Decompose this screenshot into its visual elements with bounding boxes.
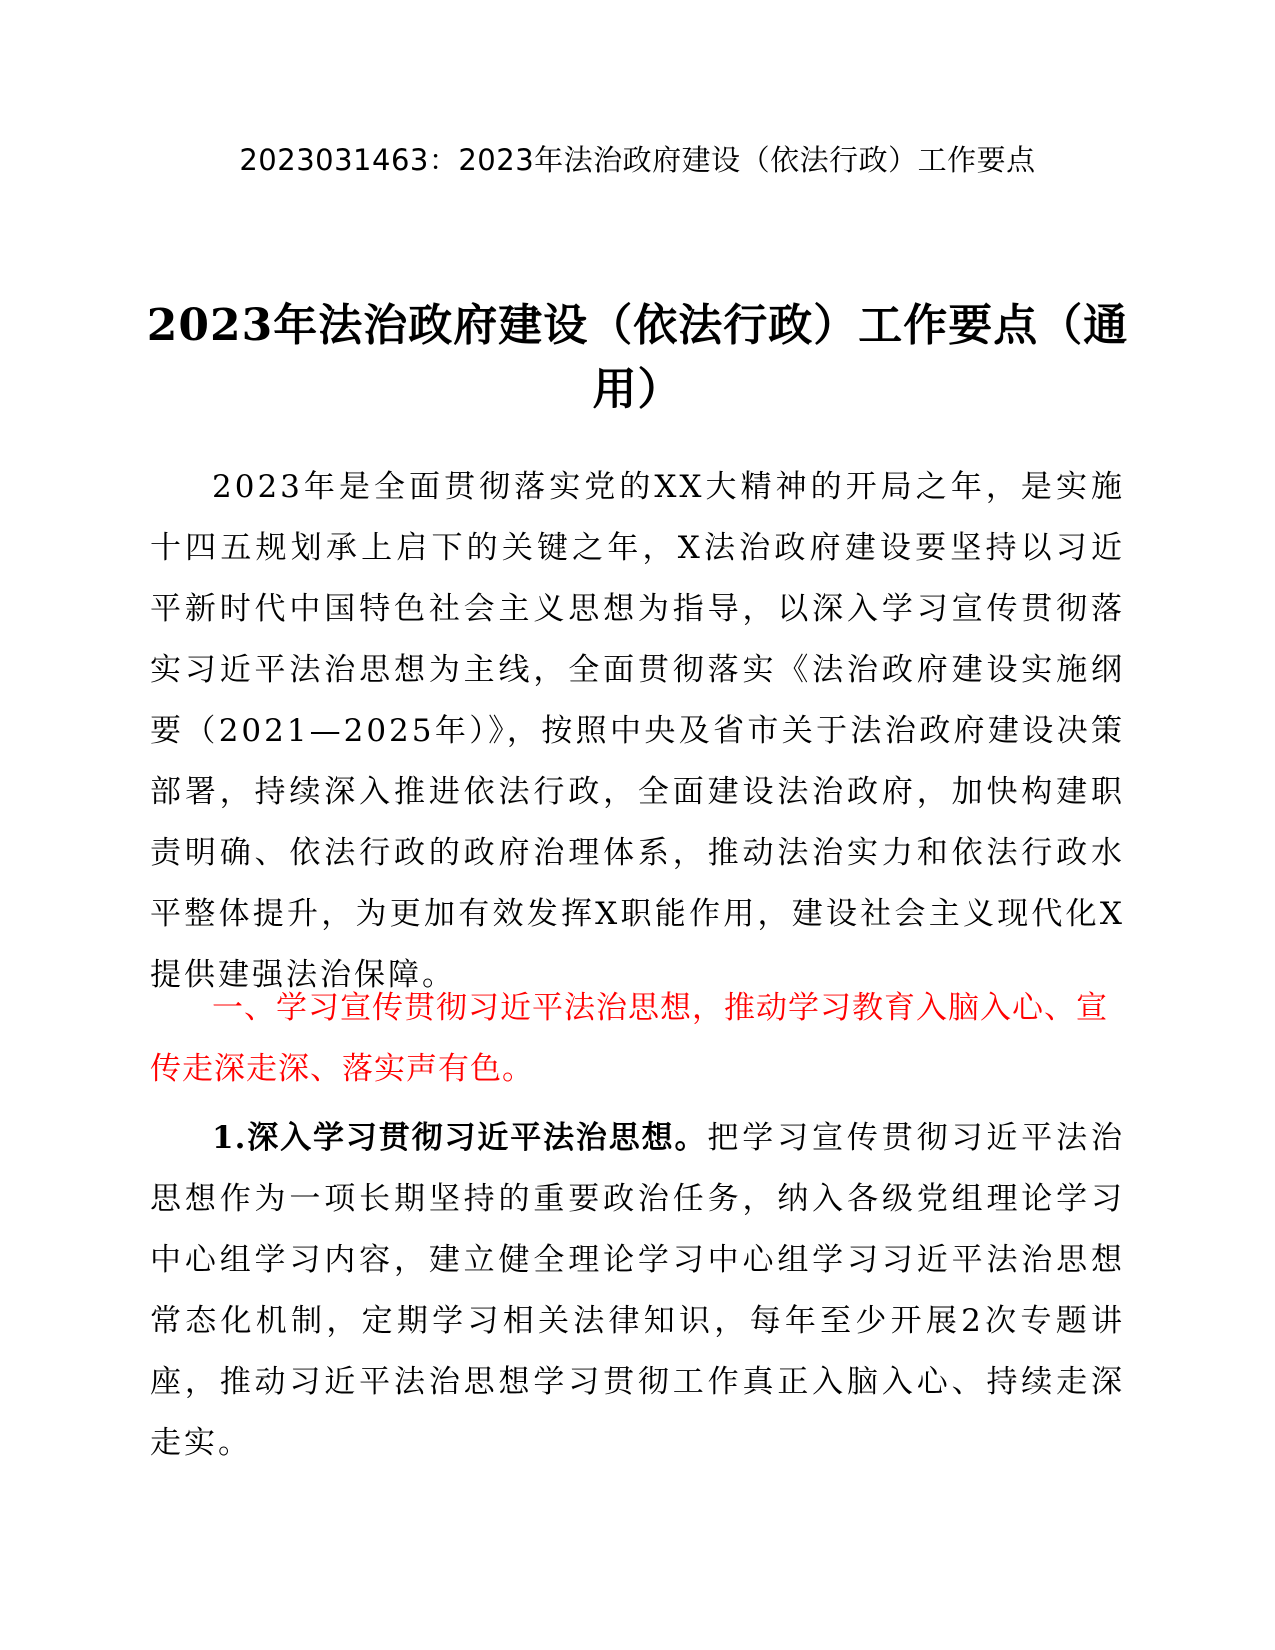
point-1-text: 把学习宣传贯彻习近平法治思想作为一项长期坚持的重要政治任务，纳入各级党组理论学习中心组学习内容，建立健全理论学习中心组学习习近平法治思想常态化机制，定期学习相关法律知识，每年至少开展2次专题讲座，推动习近平法治思想学习贯彻工作真正入脑入心、持续走深走实。	[150, 1120, 1125, 1461]
document-title: 2023年法治政府建设（依法行政）工作要点（通用）	[146, 300, 1129, 415]
point-1-lead: 1.深入学习贯彻习近平法治思想。	[212, 1120, 708, 1156]
intro-paragraph: 2023年是全面贯彻落实党的XX大精神的开局之年，是实施十四五规划承上启下的关键之年，X法治政府建设要坚持以习近平新时代中国特色社会主义思想为指导，以深入学习宣传贯彻落实习近平法治思想为主线，全面贯彻落实《法治政府建设实施纲要（2021—2025年）》，按照中央及省市关于法治政府建设决策部署，持续深入推进依法行政，全面建设法治政府，加快构建职责明确、依法行政的政府治理体系，推动法治实力和依法行政水平整体提升，为更加有效发挥X职能作用，建设社会主义现代化X提供建强法治保障。	[150, 469, 1125, 993]
section-1-point-1	[150, 1108, 1125, 1474]
section-heading-1: 一、学习宣传贯彻习近平法治思想，推动学习教育入脑入心、宣传走深走深、落实声有色。	[150, 990, 1108, 1087]
document-header: 2023031463：2023年法治政府建设（依法行政）工作要点	[239, 143, 1036, 177]
